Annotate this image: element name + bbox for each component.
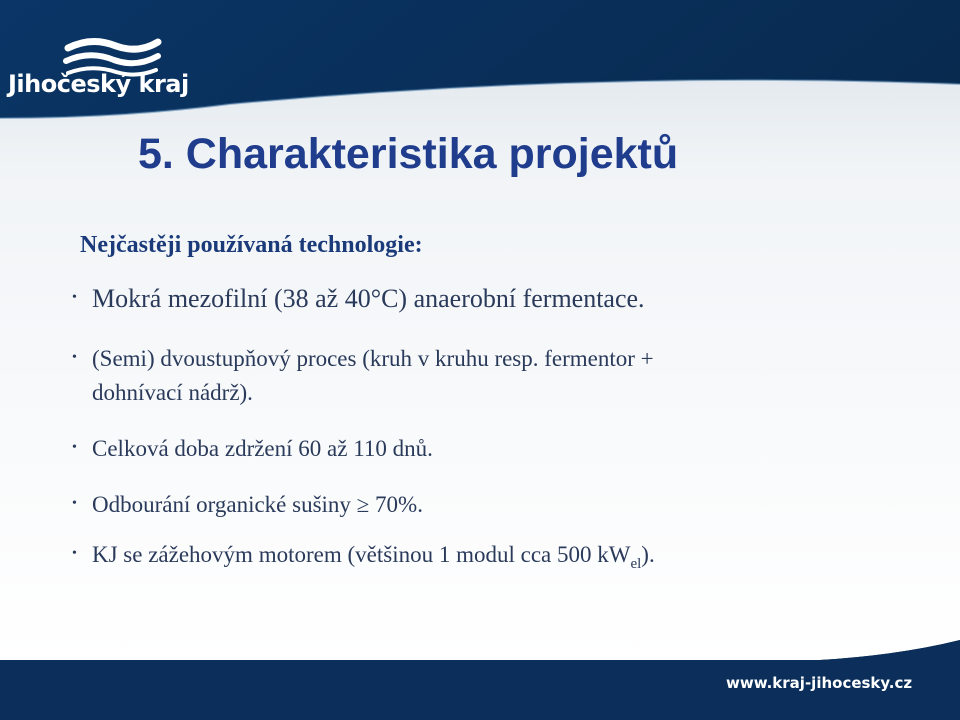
slide-subtitle: Nejčastěji používaná technologie:: [80, 232, 423, 258]
logo-wordmark: Jihočeský kraj: [8, 70, 189, 98]
bullet-dot: •: [72, 496, 77, 511]
footer-url-link[interactable]: www.kraj-jihocesky.cz: [726, 674, 913, 692]
subscript-el: el: [630, 556, 642, 572]
bullet-dot: •: [72, 546, 77, 561]
bullet-dot: •: [72, 350, 77, 365]
bullet-text: Mokrá mezofilní (38 až 40°C) anaerobní fermentace.: [92, 284, 645, 313]
bullet-text: [92, 542, 655, 573]
slide-title: 5. Charakteristika projektů: [138, 130, 679, 178]
bullet-dot: •: [72, 290, 77, 305]
bullet-text-main: KJ se zážehovým motorem (většinou 1 modul cca 500 kW: [92, 542, 631, 567]
bullet-text-line-2: dohnívací nádrž).: [92, 380, 253, 405]
bullet-dot: •: [72, 440, 77, 455]
bullet-text: Odbourání organické sušiny ≥ 70%.: [92, 492, 423, 517]
bullet-text-end: ).: [641, 542, 655, 567]
bullet-text: Celková doba zdržení 60 až 110 dnů.: [92, 436, 433, 461]
bullet-text-line-1: (Semi) dvoustupňový proces (kruh v kruhu resp. fermentor +: [92, 346, 654, 371]
